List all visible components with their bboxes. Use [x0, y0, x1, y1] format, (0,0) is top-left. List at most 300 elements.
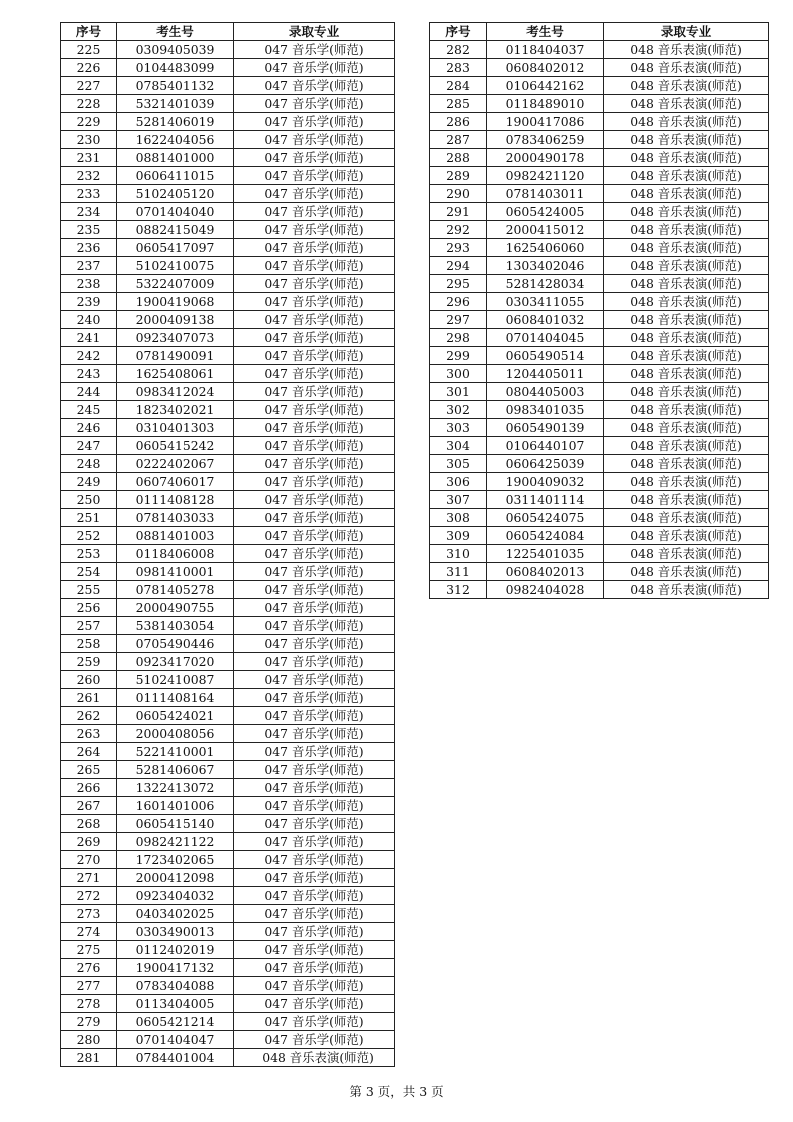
cell-exam-no: 2000408056 — [117, 725, 234, 743]
table-row — [61, 257, 395, 275]
cell-exam-no: 5281428034 — [487, 275, 604, 293]
cell-exam-no: 1204405011 — [487, 365, 604, 383]
table-row — [430, 347, 769, 365]
cell-seq: 283 — [430, 59, 487, 77]
cell-seq: 265 — [61, 761, 117, 779]
table-row — [430, 401, 769, 419]
table-row — [430, 257, 769, 275]
cell-seq: 267 — [61, 797, 117, 815]
cell-major: 047 音乐学(师范) — [234, 797, 395, 815]
cell-major: 048 音乐表演(师范) — [604, 509, 769, 527]
header-major: 录取专业 — [604, 23, 769, 41]
cell-major: 048 音乐表演(师范) — [604, 491, 769, 509]
cell-major: 048 音乐表演(师范) — [604, 113, 769, 131]
table-row — [430, 275, 769, 293]
table-row — [430, 545, 769, 563]
table-header-row — [430, 23, 769, 41]
table-row — [61, 293, 395, 311]
cell-exam-no: 0104483099 — [117, 59, 234, 77]
cell-major: 048 音乐表演(师范) — [604, 257, 769, 275]
cell-major: 048 音乐表演(师范) — [604, 401, 769, 419]
cell-major: 047 音乐学(师范) — [234, 689, 395, 707]
cell-major: 047 音乐学(师范) — [234, 635, 395, 653]
header-exam-no: 考生号 — [117, 23, 234, 41]
cell-seq: 281 — [61, 1049, 117, 1067]
cell-exam-no: 2000409138 — [117, 311, 234, 329]
cell-seq: 268 — [61, 815, 117, 833]
table-row — [61, 365, 395, 383]
table-row — [430, 131, 769, 149]
cell-major: 048 音乐表演(师范) — [604, 185, 769, 203]
cell-major: 047 音乐学(师范) — [234, 41, 395, 59]
cell-seq: 229 — [61, 113, 117, 131]
table-row — [430, 311, 769, 329]
cell-seq: 270 — [61, 851, 117, 869]
cell-exam-no: 0605424005 — [487, 203, 604, 221]
cell-seq: 271 — [61, 869, 117, 887]
cell-seq: 253 — [61, 545, 117, 563]
cell-major: 048 音乐表演(师范) — [604, 293, 769, 311]
cell-major: 047 音乐学(师范) — [234, 311, 395, 329]
cell-seq: 296 — [430, 293, 487, 311]
cell-seq: 237 — [61, 257, 117, 275]
cell-seq: 247 — [61, 437, 117, 455]
table-row — [430, 527, 769, 545]
cell-seq: 259 — [61, 653, 117, 671]
cell-exam-no: 0608402013 — [487, 563, 604, 581]
table-row — [61, 1049, 395, 1067]
cell-seq: 238 — [61, 275, 117, 293]
cell-exam-no: 0605415242 — [117, 437, 234, 455]
table-row — [430, 95, 769, 113]
cell-major: 048 音乐表演(师范) — [604, 563, 769, 581]
cell-exam-no: 0403402025 — [117, 905, 234, 923]
cell-exam-no: 5102410087 — [117, 671, 234, 689]
cell-seq: 262 — [61, 707, 117, 725]
cell-major: 047 音乐学(师范) — [234, 383, 395, 401]
cell-major: 048 音乐表演(师范) — [604, 95, 769, 113]
table-row — [430, 329, 769, 347]
cell-exam-no: 0607406017 — [117, 473, 234, 491]
table-row — [430, 581, 769, 599]
table-row — [61, 707, 395, 725]
cell-seq: 234 — [61, 203, 117, 221]
cell-exam-no: 0106440107 — [487, 437, 604, 455]
table-row — [61, 437, 395, 455]
cell-seq: 305 — [430, 455, 487, 473]
cell-major: 047 音乐学(师范) — [234, 545, 395, 563]
cell-exam-no: 0303490013 — [117, 923, 234, 941]
cell-major: 048 音乐表演(师范) — [604, 383, 769, 401]
table-row — [61, 599, 395, 617]
cell-major: 047 音乐学(师范) — [234, 401, 395, 419]
cell-exam-no: 0923407073 — [117, 329, 234, 347]
cell-exam-no: 1625408061 — [117, 365, 234, 383]
cell-exam-no: 1823402021 — [117, 401, 234, 419]
table-row — [61, 1013, 395, 1031]
cell-seq: 261 — [61, 689, 117, 707]
cell-exam-no: 0111408128 — [117, 491, 234, 509]
cell-exam-no: 0881401000 — [117, 149, 234, 167]
table-row — [61, 455, 395, 473]
cell-seq: 304 — [430, 437, 487, 455]
table-row — [61, 833, 395, 851]
table-row — [61, 149, 395, 167]
cell-seq: 277 — [61, 977, 117, 995]
cell-seq: 291 — [430, 203, 487, 221]
cell-seq: 269 — [61, 833, 117, 851]
cell-seq: 260 — [61, 671, 117, 689]
table-row — [61, 689, 395, 707]
table-row — [61, 959, 395, 977]
cell-exam-no: 5281406067 — [117, 761, 234, 779]
cell-exam-no: 0983401035 — [487, 401, 604, 419]
table-row — [430, 509, 769, 527]
cell-major: 048 音乐表演(师范) — [604, 77, 769, 95]
cell-major: 048 音乐表演(师范) — [604, 221, 769, 239]
cell-exam-no: 0781403011 — [487, 185, 604, 203]
table-row — [61, 851, 395, 869]
header-seq: 序号 — [430, 23, 487, 41]
cell-exam-no: 0784401004 — [117, 1049, 234, 1067]
cell-seq: 280 — [61, 1031, 117, 1049]
cell-seq: 273 — [61, 905, 117, 923]
table-row — [430, 77, 769, 95]
cell-seq: 263 — [61, 725, 117, 743]
cell-seq: 311 — [430, 563, 487, 581]
cell-exam-no: 0605424021 — [117, 707, 234, 725]
cell-exam-no: 0311401114 — [487, 491, 604, 509]
cell-seq: 227 — [61, 77, 117, 95]
cell-major: 047 音乐学(师范) — [234, 329, 395, 347]
cell-seq: 301 — [430, 383, 487, 401]
table-row — [61, 77, 395, 95]
table-row — [61, 1031, 395, 1049]
cell-exam-no: 0605424084 — [487, 527, 604, 545]
table-row — [61, 185, 395, 203]
table-row — [61, 221, 395, 239]
cell-seq: 285 — [430, 95, 487, 113]
cell-seq: 241 — [61, 329, 117, 347]
cell-exam-no: 0608402012 — [487, 59, 604, 77]
cell-major: 047 音乐学(师范) — [234, 779, 395, 797]
cell-seq: 244 — [61, 383, 117, 401]
cell-seq: 295 — [430, 275, 487, 293]
table-row — [61, 995, 395, 1013]
cell-exam-no: 0882415049 — [117, 221, 234, 239]
cell-exam-no: 5102405120 — [117, 185, 234, 203]
cell-seq: 228 — [61, 95, 117, 113]
cell-exam-no: 0118489010 — [487, 95, 604, 113]
table-row — [61, 545, 395, 563]
cell-seq: 306 — [430, 473, 487, 491]
cell-seq: 287 — [430, 131, 487, 149]
table-row — [430, 185, 769, 203]
cell-major: 047 音乐学(师范) — [234, 455, 395, 473]
page-footer: 第 3 页，共 3 页 — [349, 1084, 444, 1099]
cell-major: 047 音乐学(师范) — [234, 149, 395, 167]
cell-exam-no: 5322407009 — [117, 275, 234, 293]
cell-exam-no: 5321401039 — [117, 95, 234, 113]
cell-major: 047 音乐学(师范) — [234, 563, 395, 581]
cell-major: 047 音乐学(师范) — [234, 131, 395, 149]
cell-major: 047 音乐学(师范) — [234, 437, 395, 455]
cell-exam-no: 2000490178 — [487, 149, 604, 167]
cell-seq: 257 — [61, 617, 117, 635]
table-row — [61, 41, 395, 59]
table-row — [430, 41, 769, 59]
cell-exam-no: 2000415012 — [487, 221, 604, 239]
cell-exam-no: 0605421214 — [117, 1013, 234, 1031]
cell-exam-no: 0785401132 — [117, 77, 234, 95]
cell-seq: 284 — [430, 77, 487, 95]
header-major: 录取专业 — [234, 23, 395, 41]
cell-exam-no: 0804405003 — [487, 383, 604, 401]
cell-exam-no: 1900419068 — [117, 293, 234, 311]
cell-major: 047 音乐学(师范) — [234, 977, 395, 995]
table-row — [61, 563, 395, 581]
table-row — [430, 239, 769, 257]
table-row — [430, 563, 769, 581]
cell-major: 048 音乐表演(师范) — [604, 239, 769, 257]
cell-major: 048 音乐表演(师范) — [604, 41, 769, 59]
table-row — [61, 329, 395, 347]
cell-major: 047 音乐学(师范) — [234, 869, 395, 887]
cell-seq: 302 — [430, 401, 487, 419]
cell-major: 047 音乐学(师范) — [234, 1013, 395, 1031]
table-row — [61, 527, 395, 545]
cell-major: 048 音乐表演(师范) — [604, 581, 769, 599]
cell-exam-no: 1601401006 — [117, 797, 234, 815]
cell-exam-no: 0106442162 — [487, 77, 604, 95]
cell-major: 047 音乐学(师范) — [234, 1031, 395, 1049]
table-row — [430, 455, 769, 473]
cell-major: 048 音乐表演(师范) — [604, 527, 769, 545]
cell-seq: 274 — [61, 923, 117, 941]
cell-major: 047 音乐学(师范) — [234, 941, 395, 959]
cell-major: 048 音乐表演(师范) — [604, 131, 769, 149]
cell-seq: 249 — [61, 473, 117, 491]
cell-major: 047 音乐学(师范) — [234, 599, 395, 617]
cell-exam-no: 5381403054 — [117, 617, 234, 635]
table-row — [61, 239, 395, 257]
cell-exam-no: 0781490091 — [117, 347, 234, 365]
table-row — [61, 383, 395, 401]
cell-seq: 256 — [61, 599, 117, 617]
table-row — [61, 905, 395, 923]
table-row — [61, 59, 395, 77]
table-row — [61, 617, 395, 635]
cell-seq: 252 — [61, 527, 117, 545]
cell-exam-no: 0112402019 — [117, 941, 234, 959]
cell-exam-no: 0982421120 — [487, 167, 604, 185]
cell-major: 047 音乐学(师范) — [234, 761, 395, 779]
cell-exam-no: 2000490755 — [117, 599, 234, 617]
table-row — [61, 815, 395, 833]
cell-exam-no: 1625406060 — [487, 239, 604, 257]
table-row — [430, 419, 769, 437]
cell-seq: 292 — [430, 221, 487, 239]
cell-exam-no: 1322413072 — [117, 779, 234, 797]
cell-major: 047 音乐学(师范) — [234, 95, 395, 113]
table-row — [61, 347, 395, 365]
cell-major: 048 音乐表演(师范) — [604, 545, 769, 563]
table-row — [61, 167, 395, 185]
table-row — [61, 671, 395, 689]
cell-major: 047 音乐学(师范) — [234, 473, 395, 491]
cell-seq: 297 — [430, 311, 487, 329]
cell-major: 047 音乐学(师范) — [234, 347, 395, 365]
table-row — [61, 131, 395, 149]
cell-major: 048 音乐表演(师范) — [604, 275, 769, 293]
cell-major: 047 音乐学(师范) — [234, 239, 395, 257]
cell-seq: 240 — [61, 311, 117, 329]
cell-major: 048 音乐表演(师范) — [604, 167, 769, 185]
cell-major: 047 音乐学(师范) — [234, 833, 395, 851]
cell-major: 047 音乐学(师范) — [234, 743, 395, 761]
cell-seq: 300 — [430, 365, 487, 383]
cell-seq: 233 — [61, 185, 117, 203]
table-row — [61, 635, 395, 653]
cell-seq: 239 — [61, 293, 117, 311]
cell-major: 047 音乐学(师范) — [234, 617, 395, 635]
table-row — [61, 509, 395, 527]
table-row — [61, 725, 395, 743]
cell-seq: 288 — [430, 149, 487, 167]
table-row — [61, 473, 395, 491]
table-row — [61, 977, 395, 995]
table-row — [61, 95, 395, 113]
cell-major: 047 音乐学(师范) — [234, 419, 395, 437]
cell-seq: 264 — [61, 743, 117, 761]
cell-seq: 299 — [430, 347, 487, 365]
cell-seq: 243 — [61, 365, 117, 383]
cell-seq: 255 — [61, 581, 117, 599]
cell-seq: 309 — [430, 527, 487, 545]
cell-major: 047 音乐学(师范) — [234, 923, 395, 941]
admission-table-left — [60, 22, 395, 1067]
table-row — [430, 473, 769, 491]
table-row — [430, 113, 769, 131]
cell-seq: 275 — [61, 941, 117, 959]
cell-major: 048 音乐表演(师范) — [604, 437, 769, 455]
cell-exam-no: 0781403033 — [117, 509, 234, 527]
cell-major: 047 音乐学(师范) — [234, 203, 395, 221]
cell-major: 048 音乐表演(师范) — [604, 365, 769, 383]
cell-seq: 248 — [61, 455, 117, 473]
header-exam-no: 考生号 — [487, 23, 604, 41]
table-row — [430, 293, 769, 311]
cell-major: 047 音乐学(师范) — [234, 707, 395, 725]
table-row — [61, 941, 395, 959]
cell-seq: 310 — [430, 545, 487, 563]
cell-exam-no: 0605490139 — [487, 419, 604, 437]
cell-seq: 251 — [61, 509, 117, 527]
cell-major: 047 音乐学(师范) — [234, 257, 395, 275]
cell-major: 047 音乐学(师范) — [234, 221, 395, 239]
cell-seq: 293 — [430, 239, 487, 257]
cell-exam-no: 1900417132 — [117, 959, 234, 977]
cell-seq: 245 — [61, 401, 117, 419]
cell-major: 047 音乐学(师范) — [234, 275, 395, 293]
table-row — [61, 743, 395, 761]
cell-exam-no: 0303411055 — [487, 293, 604, 311]
cell-exam-no: 1900417086 — [487, 113, 604, 131]
cell-major: 047 音乐学(师范) — [234, 491, 395, 509]
cell-major: 048 音乐表演(师范) — [604, 419, 769, 437]
table-row — [61, 275, 395, 293]
cell-major: 047 音乐学(师范) — [234, 185, 395, 203]
cell-seq: 276 — [61, 959, 117, 977]
cell-exam-no: 0605424075 — [487, 509, 604, 527]
cell-major: 048 音乐表演(师范) — [604, 347, 769, 365]
cell-major: 047 音乐学(师范) — [234, 995, 395, 1013]
cell-exam-no: 0605490514 — [487, 347, 604, 365]
cell-major: 048 音乐表演(师范) — [604, 473, 769, 491]
cell-exam-no: 1225401035 — [487, 545, 604, 563]
cell-exam-no: 0701404045 — [487, 329, 604, 347]
cell-seq: 232 — [61, 167, 117, 185]
cell-major: 048 音乐表演(师范) — [604, 203, 769, 221]
cell-major: 047 音乐学(师范) — [234, 725, 395, 743]
table-row — [61, 653, 395, 671]
cell-seq: 279 — [61, 1013, 117, 1031]
cell-seq: 294 — [430, 257, 487, 275]
cell-major: 048 音乐表演(师范) — [604, 311, 769, 329]
table-row — [430, 167, 769, 185]
cell-exam-no: 5281406019 — [117, 113, 234, 131]
cell-seq: 289 — [430, 167, 487, 185]
cell-exam-no: 0881401003 — [117, 527, 234, 545]
cell-seq: 246 — [61, 419, 117, 437]
cell-exam-no: 0982421122 — [117, 833, 234, 851]
table-row — [61, 797, 395, 815]
admission-table-right — [429, 22, 769, 599]
cell-seq: 307 — [430, 491, 487, 509]
cell-major: 047 音乐学(师范) — [234, 509, 395, 527]
table-row — [61, 401, 395, 419]
table-row — [61, 761, 395, 779]
table-row — [61, 311, 395, 329]
cell-major: 047 音乐学(师范) — [234, 905, 395, 923]
cell-exam-no: 0705490446 — [117, 635, 234, 653]
cell-seq: 266 — [61, 779, 117, 797]
table-row — [430, 365, 769, 383]
cell-exam-no: 5102410075 — [117, 257, 234, 275]
cell-major: 047 音乐学(师范) — [234, 671, 395, 689]
cell-major: 048 音乐表演(师范) — [604, 329, 769, 347]
cell-seq: 272 — [61, 887, 117, 905]
cell-seq: 278 — [61, 995, 117, 1013]
table-row — [430, 383, 769, 401]
cell-exam-no: 1723402065 — [117, 851, 234, 869]
cell-exam-no: 1622404056 — [117, 131, 234, 149]
cell-major: 047 音乐学(师范) — [234, 59, 395, 77]
cell-major: 047 音乐学(师范) — [234, 653, 395, 671]
cell-seq: 231 — [61, 149, 117, 167]
cell-exam-no: 0222402067 — [117, 455, 234, 473]
cell-major: 048 音乐表演(师范) — [604, 455, 769, 473]
cell-exam-no: 0923404032 — [117, 887, 234, 905]
cell-exam-no: 0783404088 — [117, 977, 234, 995]
table-row — [61, 887, 395, 905]
cell-major: 047 音乐学(师范) — [234, 77, 395, 95]
cell-major: 047 音乐学(师范) — [234, 959, 395, 977]
cell-exam-no: 1900409032 — [487, 473, 604, 491]
cell-major: 047 音乐学(师范) — [234, 815, 395, 833]
table-row — [61, 869, 395, 887]
cell-seq: 308 — [430, 509, 487, 527]
